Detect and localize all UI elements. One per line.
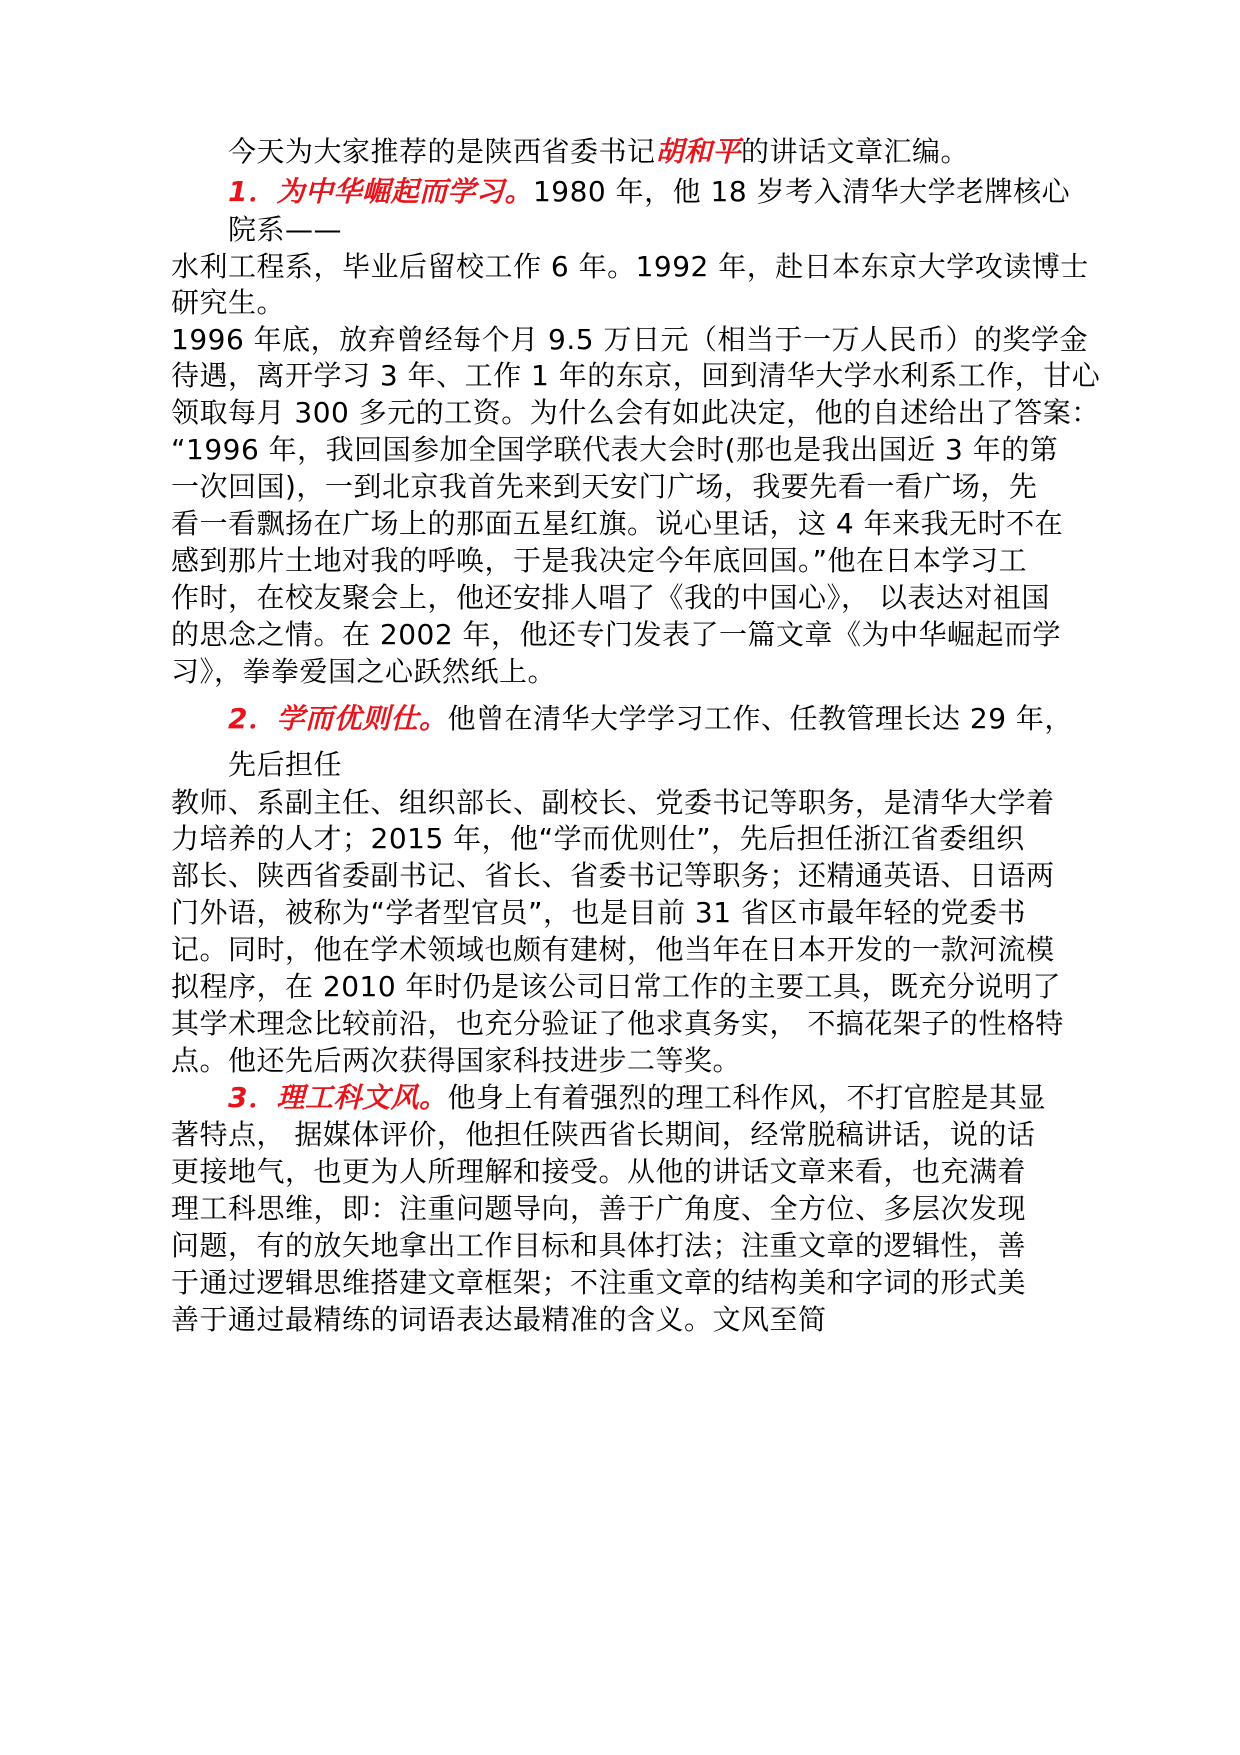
intro-text-before: 今天为大家推荐的是陕西省委书记: [228, 135, 656, 168]
section1-line: 感到那片土地对我的呼唤，于是我决定今年底回国。”他在日本学习工: [171, 544, 1028, 577]
section3-line: 更接地气，也更为人所理解和接受。从他的讲话文章来看，也充满着: [171, 1155, 1027, 1188]
section1-line: 领取每月 300 多元的工资。为什么会有如此决定，他的自述给出了答案：: [171, 396, 1100, 429]
section1-first-line: [228, 172, 1070, 212]
section3-line: 著特点， 据媒体评价，他担任陕西省长期间，经常脱稿讲话，说的话: [171, 1118, 1036, 1151]
section1-line: 的思念之情。在 2002 年，他还专门发表了一篇文章《为中华崛起而学: [171, 618, 1062, 651]
section2-line: 门外语，被称为“学者型官员”，也是目前 31 省区市最年轻的党委书: [171, 896, 1026, 929]
highlighted-name: 胡和平: [655, 135, 742, 168]
section2-line: 教师、系副主任、组织部长、副校长、党委书记等职务，是清华大学着: [171, 786, 1055, 819]
section1-line: 1996 年底，放弃曾经每个月 9.5 万日元（相当于一万人民币）的奖学金: [171, 323, 1088, 356]
section2-line: 先后担任: [228, 748, 343, 781]
section3-line: 他身上有着强烈的理工科作风，不打官腔是其显: [447, 1081, 1046, 1114]
section1-line: 1980 年，他 18 岁考入清华大学老牌核心: [532, 175, 1071, 208]
section1-line: 看一看飘扬在广场上的那面五星红旗。说心里话，这 4 年来我无时不在: [171, 507, 1064, 540]
section1-line: 水利工程系，毕业后留校工作 6 年。1992 年，赴日本东京大学攻读博士: [171, 250, 1089, 283]
section1-line: 待遇，离开学习 3 年、工作 1 年的东京，回到清华大学水利系工作，甘心: [171, 359, 1101, 392]
section1-heading: 1．为中华崛起而学习。: [228, 175, 533, 208]
section2-heading: 2．学而优则仕。: [228, 702, 448, 735]
section1-line: 习》，拳拳爱国之心跃然纸上。: [171, 655, 557, 688]
section2-line: 他曾在清华大学学习工作、任教管理长达 29 年，: [447, 702, 1073, 735]
section1-line: 作时，在校友聚会上，他还安排人唱了《我的中国心》， 以表达对祖国: [171, 581, 1050, 614]
section2-first-line: [228, 699, 1073, 739]
section3-line: 问题，有的放矢地拿出工作目标和具体打法；注重文章的逻辑性，善: [171, 1229, 1027, 1262]
section3-first-line: [228, 1078, 1046, 1118]
section1-line: 研究生。: [171, 286, 286, 319]
section2-line: 部长、陕西省委副书记、省长、省委书记等职务；还精通英语、日语两: [171, 859, 1055, 892]
section3-line: 善于通过最精练的词语表达最精准的含义。文风至简: [171, 1303, 827, 1336]
intro-paragraph: [228, 132, 969, 172]
section2-line: 其学术理念比较前沿，也充分验证了他求真务实， 不搞花架子的性格特: [171, 1007, 1064, 1040]
section2-line: 点。他还先后两次获得国家科技进步二等奖。: [171, 1044, 742, 1077]
section1-line: “1996 年，我回国参加全国学联代表大会时(那也是我出国近 3 年的第: [171, 433, 1059, 466]
section3-heading: 3．理工科文风。: [228, 1081, 448, 1114]
section1-line: 一次回国)，一到北京我首先来到天安门广场，我要先看一看广场，先: [171, 470, 1038, 503]
intro-text-after: 的讲话文章汇编。: [741, 135, 970, 168]
section2-line: 拟程序，在 2010 年时仍是该公司日常工作的主要工具，既充分说明了: [171, 970, 1062, 1003]
section2-line: 力培养的人才；2015 年，他“学而优则仕”，先后担任浙江省委组织: [171, 822, 1025, 855]
section1-line: 院系——: [228, 213, 343, 246]
section3-line: 于通过逻辑思维搭建文章框架；不注重文章的结构美和字词的形式美: [171, 1266, 1027, 1299]
section2-line: 记。同时，他在学术领域也颇有建树，他当年在日本开发的一款河流模: [171, 933, 1055, 966]
section3-line: 理工科思维，即：注重问题导向，善于广角度、全方位、多层次发现: [171, 1192, 1027, 1225]
